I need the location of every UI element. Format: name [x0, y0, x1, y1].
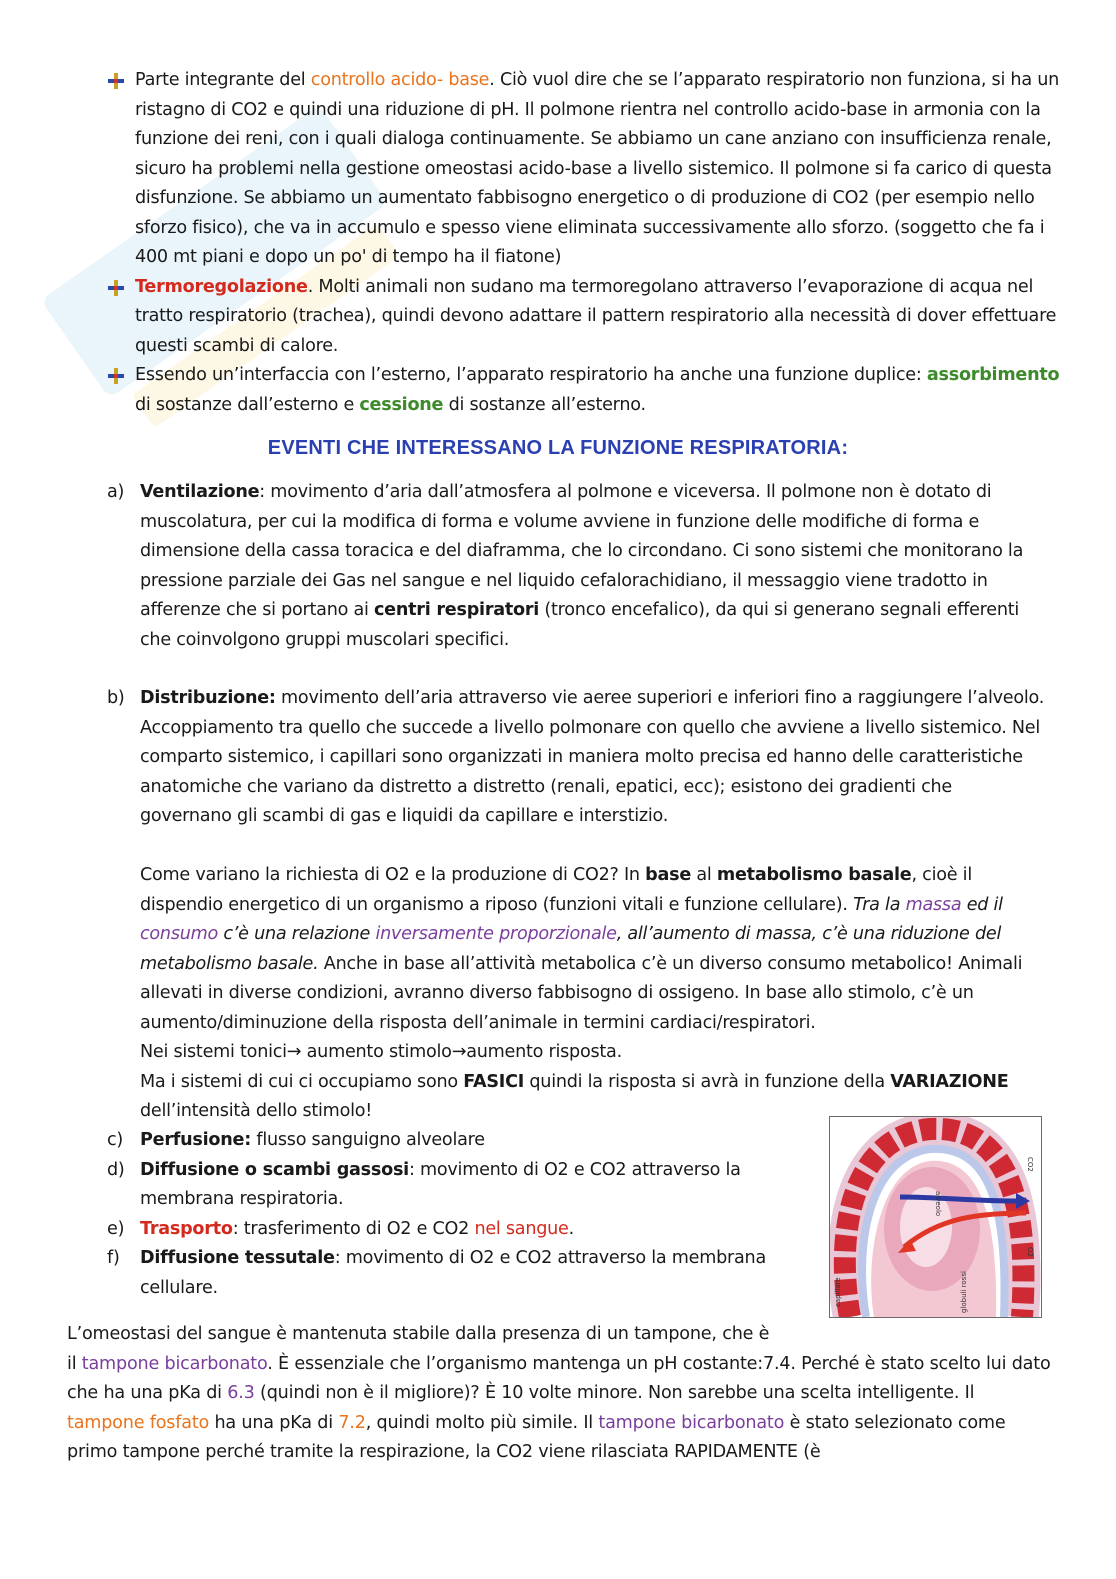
- para-text: è stato selezionato come primo tampone perché tramite la respirazione, la CO2 viene rilasciata RAPIDAMENTE (è: [67, 1412, 1006, 1462]
- list-item-b: [107, 684, 1047, 832]
- para-text: ha una pKa di: [209, 1412, 339, 1433]
- para-text: , cioè il dispendio energetico di un organismo a riposo (funzioni vitali e funzione cellulare).: [140, 865, 972, 915]
- list-item-c: [107, 1126, 787, 1156]
- item-text: flusso sanguigno alveolare: [251, 1130, 485, 1150]
- alveolus-figure: [829, 1116, 1042, 1318]
- bullet-list: [107, 66, 1077, 420]
- bullet-text: Essendo un’interfaccia con l’esterno, l’apparato respiratorio ha anche una funzione duplice:: [135, 365, 927, 385]
- para-text: L’omeostasi del sangue è mantenuta stabile dalla presenza di un tampone, che è: [67, 1324, 770, 1344]
- list-marker: c): [107, 1130, 124, 1150]
- term-transport: Trasporto: [140, 1218, 233, 1239]
- para-text: al: [691, 865, 717, 885]
- bold-fasic: FASICI: [463, 1071, 525, 1092]
- highlight-cession: cessione: [359, 394, 444, 415]
- label-globuli: globuli rossi: [960, 1271, 968, 1313]
- item-text: : movimento di O2 e CO2 attraverso la membrana respiratoria.: [140, 1159, 741, 1209]
- highlight-pka-63: 6.3: [227, 1383, 255, 1403]
- tonic-text: Nei sistemi tonici: [140, 1042, 287, 1062]
- highlight-acid-base: controllo acido- base: [310, 70, 490, 90]
- metabolism-paragraph: [140, 861, 1045, 1127]
- tonic-text: aumento risposta.: [466, 1042, 622, 1062]
- list-marker: e): [107, 1218, 125, 1239]
- arrow-icon: →: [451, 1042, 467, 1062]
- list-item-d: [107, 1156, 787, 1215]
- highlight-bicarbonate-2: tampone bicarbonato: [598, 1412, 785, 1433]
- bullet-icon: [107, 72, 125, 90]
- highlight-bicarbonate: tampone bicarbonato: [81, 1353, 268, 1374]
- fasic-text: dell’intensità dello stimolo!: [140, 1101, 373, 1121]
- term-gas-exchange: Diffusione o scambi gassosi: [140, 1159, 409, 1180]
- highlight-phosphate: tampone fosfato: [67, 1412, 210, 1433]
- label-alveolo: alveolo: [934, 1191, 942, 1217]
- item-text: : trasferimento di O2 e CO2: [232, 1218, 475, 1239]
- arrow-icon: →: [286, 1042, 302, 1062]
- item-text: : movimento di O2 e CO2 attraverso la membrana cellulare.: [140, 1248, 766, 1298]
- item-text: : movimento d’aria dall’atmosfera al polmone e viceversa. Il polmone non è dotato di muscolatura, per cui la modifica di forma e volume avviene in funzione delle modifiche di forma e dimensione della cassa toracica e del diaframma, che lo circondano. Ci sono sistemi che monitorano la pressione parziale dei Gas nel sangue e nel liquido cefalorachidiano, il messaggio viene tradotto in afferenze che si portano ai: [140, 482, 1024, 620]
- bold-respiratory-centers: centri respiratori: [373, 600, 540, 620]
- label-capillare: capillare: [834, 1277, 842, 1307]
- para-text: . È essenziale che l’organismo mantenga un pH costante:7.4. Perché è stato scelto lui dato che ha una pKa di: [67, 1353, 1051, 1403]
- highlight-consumption: consumo: [140, 924, 219, 944]
- fasic-text: Ma i sistemi di cui ci occupiamo sono: [140, 1071, 464, 1092]
- list-item-f: [107, 1244, 787, 1303]
- bullet-text: . Molti animali non sudano ma termoregolano attraverso l’evaporazione di acqua nel tratto respiratorio (trachea), quindi devono adattare il pattern respiratorio alla necessità di dover effettuare questi scambi di calore.: [135, 276, 1057, 356]
- bullet-thermoregulation: [107, 273, 1077, 362]
- item-text: (tronco encefalico), da qui si generano segnali efferenti che coinvolgono gruppi muscolari specifici.: [140, 600, 1020, 650]
- highlight-thermoregulation: Termoregolazione: [135, 276, 308, 297]
- highlight-mass: massa: [905, 894, 962, 915]
- italic-text: c’è una relazione: [218, 924, 376, 944]
- para-text: Anche in base all’attività metabolica c’è un diverso consumo metabolico! Animali allevati in diverse condizioni, avranno diverso fabbisogno di ossigeno. In base allo stimolo, c’è un aumento/diminuzione della risposta dell’animale in termini cardiaci/respiratori.: [140, 953, 1023, 1033]
- bullet-acid-base: [107, 66, 1077, 273]
- bottom-paragraph: [67, 1320, 1052, 1468]
- list-marker: f): [107, 1248, 120, 1268]
- term-ventilation: Ventilazione: [140, 482, 260, 502]
- bullet-interface: [107, 361, 1077, 420]
- item-text: .: [568, 1218, 574, 1239]
- fasic-text: quindi la risposta si avrà in funzione della: [524, 1071, 891, 1092]
- label-o2: O2: [1026, 1247, 1034, 1257]
- highlight-inverse: inversamente proporzionale: [375, 924, 617, 944]
- bullet-icon: [107, 367, 125, 385]
- list-items-c-f: [107, 1126, 787, 1303]
- bullet-text: di sostanze all’esterno.: [443, 394, 646, 415]
- term-perfusion: Perfusione:: [140, 1130, 252, 1150]
- highlight-in-blood: nel sangue: [474, 1218, 569, 1239]
- bold-variation: VARIAZIONE: [890, 1071, 1009, 1092]
- tonic-text: aumento stimolo: [301, 1042, 452, 1062]
- bold-base: base: [645, 865, 692, 885]
- list-marker: a): [107, 482, 125, 502]
- highlight-absorption: assorbimento: [926, 365, 1060, 385]
- para-text: (quindi non è il migliore)? È 10 volte minore. Non sarebbe una scelta intelligente. Il: [254, 1383, 975, 1403]
- italic-text: Tra la: [853, 894, 906, 915]
- para-text: il: [67, 1353, 82, 1374]
- list-marker: d): [107, 1159, 125, 1180]
- list-item-a: [107, 478, 1047, 655]
- bullet-icon: [107, 279, 125, 297]
- term-distribution: Distribuzione:: [140, 688, 276, 708]
- list-marker: b): [107, 688, 125, 708]
- italic-text: ed il: [961, 894, 1003, 915]
- label-co2: CO2: [1026, 1157, 1034, 1172]
- section-heading: EVENTI CHE INTERESSANO LA FUNZIONE RESPIRATORIA:: [267, 437, 849, 459]
- para-text: , quindi molto più simile. Il: [365, 1412, 599, 1433]
- item-text: movimento dell’aria attraverso vie aeree superiori e inferiori fino a raggiungere l’alveolo. Accoppiamento tra quello che succede a livello polmonare con quello che avviene a livello sistemico. Nel comparto sistemico, i capillari sono organizzati in maniera molto precisa ed hanno delle caratteristiche anatomiche che variano da distretto a distretto (renali, epatici, ecc); esistono dei gradienti che governano gli scambi di gas e liquidi da capillare e interstizio.: [140, 688, 1045, 826]
- term-tissue-diffusion: Diffusione tessutale: [140, 1248, 335, 1268]
- bullet-text: . Ciò vuol dire che se l’apparato respiratorio non funziona, si ha un ristagno di CO2 e quindi una riduzione di pH. Il polmone rientra nel controllo acido-base in armonia con la funzione dei reni, con i quali dialoga continuamente. Se abbiamo un cane anziano con insufficienza renale, sicuro ha problemi nella gestione omeostasi acido-base a livello sistemico. Il polmone si fa carico di questa disfunzione. Se abbiamo un aumentato fabbisogno energetico o di produzione di CO2 (per esempio nello sforzo fisico), che va in accumulo e spesso viene eliminata successivamente allo sforzo. (soggetto che fa i 400 mt piani e dopo un po' di tempo ha il fiatone): [135, 70, 1060, 267]
- bullet-text: Parte integrante del: [135, 70, 311, 90]
- bullet-text: di sostanze dall’esterno e: [135, 394, 360, 415]
- bold-basal-metabolism: metabolismo basale: [716, 865, 912, 885]
- list-item-e: [107, 1215, 787, 1245]
- alveolus-diagram: [830, 1117, 1041, 1317]
- italic-text: , all’aumento di massa, c’è una riduzione del metabolismo basale.: [140, 924, 1002, 974]
- para-text: Come variano la richiesta di O2 e la produzione di CO2? In: [140, 865, 646, 885]
- highlight-pka-72: 7.2: [338, 1412, 366, 1433]
